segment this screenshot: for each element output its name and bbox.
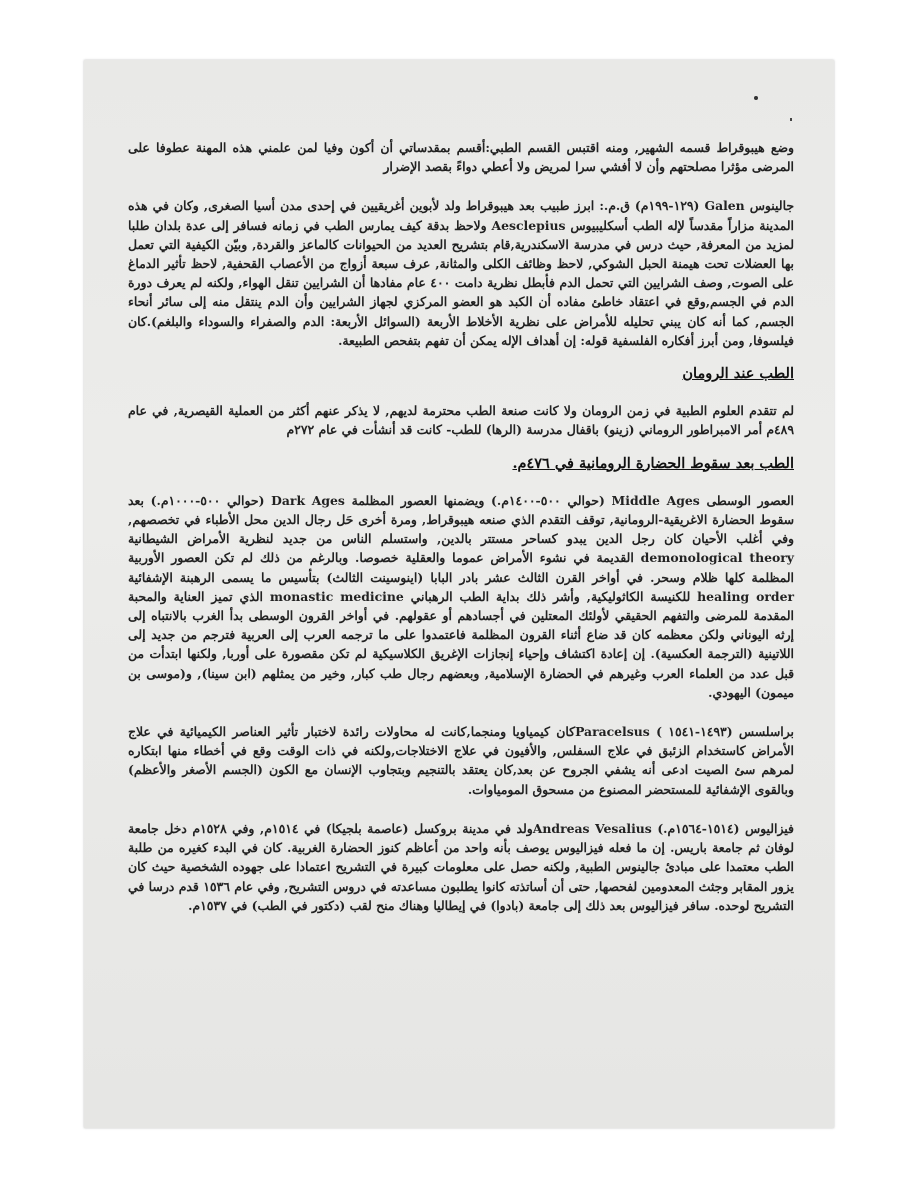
vesalius-paragraph: فيزاليوس (١٥١٤-١٥٦٤م.) Andreas Vesaliusولد في مدينة بروكسل (عاصمة بلجيكا) في ١٥١٤م, وفي ١٥٢٨م دخل جامعة لوفان ثم جامعة باريس. إن ما فعله فيزاليوس يوصف بأنه واحد من أعاظم كنوز الحضارة الغربية. كان في البدء كغيره من طلبة الطب معتمدا على مبادئ جالينوس الطبية, ولكنه حصل على معلومات كبيرة في التشريح اعتمادا على جهوده الشخصية حيث كان يزور المقابر وجثث المعدومين لفحصها, حتى أن أساتذته كانوا يطلبون مساعدته في دروس التشريح, وفي عام ١٥٣٦ قدم درسا في التشريح لوحده. سافر فيزاليوس بعد ذلك إلى جامعة (بادوا) في إيطاليا وهناك منح لقب (دكتور في الطب) في ١٥٣٧م. [128,820,795,913]
paracelsus-paragraph: براسلسس (١٤٩٣-١٥٤١ ) Paracelsusكان كيمياويا ومنجما,كانت له محاولات رائدة لاختبار تأثير العناصر الكيميائية في علاج الأمراض كاستخدام الزئبق في علاج السفلس, والأفيون في علاج الاختلاجات,ولكنه في ذات الوقت وقع في أخطاء منها ابتكاره لمرهم سئ الصيت ادعى أنه يشفي الجروح عن بعد,كان يعتقد بالتنجيم وبتجاوب الإنسان مع الكون (الجسم الأصغر والأعظم) وبالقوى الإشفائية للمستحضر المصنوع من مسحوق المومياوات. [128,724,794,797]
page-mark-tick [790,118,792,121]
hippocratic-oath-paragraph: وضع هيبوقراط قسمه الشهير, ومنه اقتبس القسم الطبي:أقسم بمقدساتي أن أكون وفيا لمن علمني هذه المهنة عطوفا على المرضى مؤثرا مصلحتهم وأن لا أفشي سرا لمريض ولا أعطي دواءً بقصد الإضرار [128,140,794,175]
document-page [84,60,834,1128]
after-fall-heading: الطب بعد سقوط الحضارة الرومانية في ٤٧٦م. [512,454,794,472]
romans-paragraph: لم تتقدم العلوم الطبية في زمن الرومان ولا كانت صنعة الطب محترمة لديهم, لا يذكر عنهم أكثر من العملية القيصرية, في عام ٤٨٩م أمر الامبراطور الروماني (زينو) باقفال مدرسة (الرها) للطب- كانت قد أنشأت في عام ٢٧٢م [128,403,794,438]
document-body [128,138,794,935]
middle-ages-paragraph: العصور الوسطى Middle Ages (حوالي ٥٠٠-١٤٠٠م.) ويضمنها العصور المظلمة Dark Ages (حوالي ٥٠٠-١٠٠٠م.) بعد سقوط الحضارة الاغريقية-الرومانية, توقف التقدم الذي صنعه هيبوقراط, ومرة أخرى حَل رجال الدين محل الأطباء في تخصصهم, وفي أغلب الأحيان كان رجل الدين يبدو كساحر مستتر بالدين, واستسلم الناس من جديد لنظرية الأمراض الشيطانية demonological theory القديمة في نشوء الأمراض عموما والعقلية خصوصا. وبالرغم من ذلك لم تكن العصور الأوربية المظلمة كلها ظلام وسحر. في أواخر القرن الثالث عشر بادر البابا (اينوسينت الثالث) بتأسيس ما يسمى الرهبنة الإشفائية healing order للكنيسة الكاثوليكية, وأشر ذلك بداية الطب الرهباني monastic medicine الذي تميز العناية والمحبة المقدمة للمرضى والتفهم الحقيقي لأولئك المعتلين في أجسادهم أو عقولهم. في أواخر القرون الوسطى بدأ الغرب بالانتباه إلى إرثه اليوناني ولكن معظمه كان قد ضاع أثناء القرون المظلمة فاعتمدوا على ما ترجمه العرب إلى العربية فترجم من جديد إلى اللاتينية (الترجمة العكسية). إن إعادة اكتشاف وإحياء إنجازات الإغريق الكلاسيكية لم تكن مقصورة على أوربا, ولكنها ابتدأت من قبل عدد من العلماء العرب وغيرهم في الحضارة الإسلامية, وبعضهم رجال طب كبار, وخير من يمثلهم (ابن سينا), و(موسى بن ميمون) اليهودي. [128,492,794,700]
romans-heading: الطب عند الرومان [682,365,794,383]
galen-paragraph: جالينوس Galen (١٢٩-١٩٩م) ق.م.: ابرز طبيب بعد هيبوقراط ولد لأبوين أغريقيين في إحدى مدن أسيا الصغرى, وكان في هذه المدينة مزاراً مقدساً لإله الطب أسكليبيوس Aesclepius ولاحظ بدقة كيف يمارس الطب في زمانه فسافر إلى عدة بلدان طلبا لمزيد من المعرفة, حيث درس في مدرسة الاسكندرية,قام بتشريح العديد من الحيوانات كالماعز والقردة, وبيّن الكيفية التي تعمل بها العضلات تحت هيمنة الحبل الشوكي, لاحظ وظائف الكلى والمثانة, عرف سبعة أزواج من الأعصاب القحفية, لاحظ تأثير الدماغ على الصوت, وصف الشرايين التي تحمل الدم فأبطل نظرية دامت ٤٠٠ عام مفادها أن الشرايين تنقل الهواء, ولكنه لم يعرف دورة الدم في الجسم,وقع في اعتقاد خاطئ مفاده أن الكبد هو العضو المركزي لجهاز الشرايين وأن الدم ينتقل منه إلى سائر أنحاء الجسم, كما أنه كان يبني تحليله للأمراض على نظرية الأخلاط الأربعة (السوائل الأربعة: الدم والصفراء والسوداء والبلغم).كان فيلسوفا, ومن أبرز أفكاره الفلسفية قوله: إن أهداف الإله يمكن أن تفهم بتفحص الطبيعة. [128,198,794,348]
page-mark-dot [754,96,758,100]
